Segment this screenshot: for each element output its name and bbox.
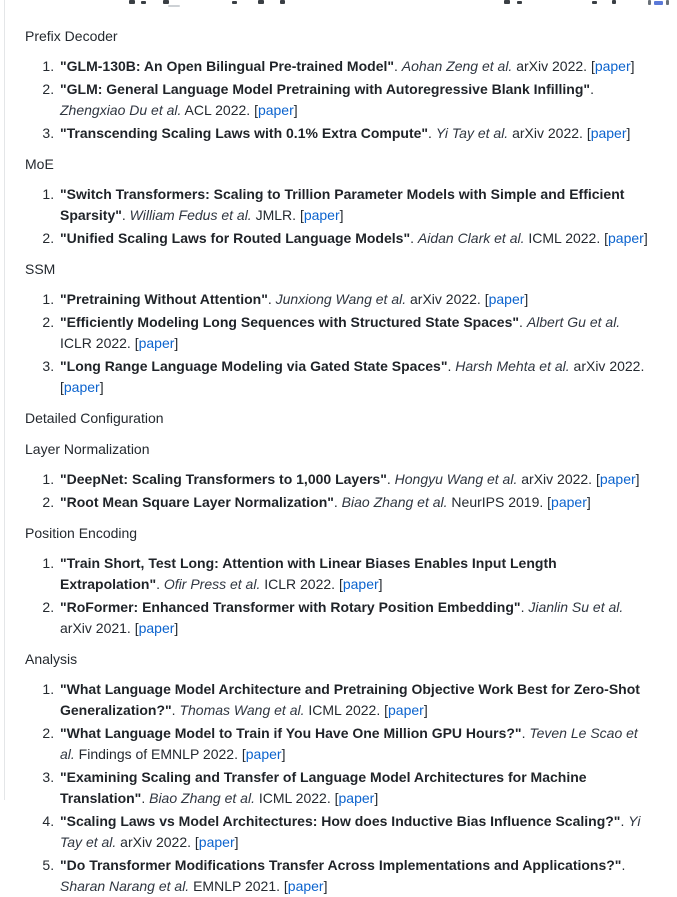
title-separator: . bbox=[394, 58, 402, 74]
paper-title: "Root Mean Square Layer Normalization" bbox=[60, 494, 334, 510]
paper-link[interactable]: paper bbox=[63, 379, 100, 395]
paper-link[interactable]: paper bbox=[551, 494, 587, 510]
paper-venue: arXiv 2022. bbox=[406, 291, 485, 307]
link-bracket-close: ] bbox=[99, 379, 104, 395]
link-bracket-open: [ bbox=[484, 291, 489, 307]
section-heading-position-encoding: Position Encoding bbox=[25, 525, 138, 541]
link-bracket-close: ] bbox=[323, 878, 328, 894]
section-heading-moe: MoE bbox=[25, 156, 54, 172]
paper-link[interactable]: paper bbox=[138, 620, 175, 636]
paper-list bbox=[25, 679, 652, 897]
paper-link[interactable]: paper bbox=[287, 878, 324, 894]
title-separator: . bbox=[428, 125, 436, 141]
paper-list bbox=[25, 469, 652, 513]
paper-title: "GLM-130B: An Open Bilingual Pre-trained Model" bbox=[60, 58, 395, 74]
paper-title: "What Language Model to Train if You Have One Million GPU Hours?" bbox=[60, 725, 522, 741]
paper-venue: EMNLP 2021. bbox=[189, 878, 284, 894]
link-bracket-open: [ bbox=[547, 494, 552, 510]
paper-authors: Sharan Narang et al. bbox=[60, 878, 190, 894]
paper-authors: William Fedus et al. bbox=[129, 207, 252, 223]
paper-list-item bbox=[58, 767, 652, 809]
title-separator: . bbox=[121, 207, 130, 223]
paper-link[interactable]: paper bbox=[594, 58, 631, 74]
title-separator: . bbox=[141, 790, 150, 806]
clipped-text-fragment bbox=[280, 0, 285, 4]
paper-list bbox=[25, 553, 652, 639]
paper-authors: Aohan Zeng et al. bbox=[401, 58, 513, 74]
clipped-text-fragment bbox=[129, 0, 135, 4]
section bbox=[25, 26, 652, 144]
link-bracket-open: [ bbox=[338, 576, 343, 592]
page-left-border bbox=[4, 0, 5, 800]
paper-authors: Albert Gu et al. bbox=[526, 314, 621, 330]
paper-link[interactable]: paper bbox=[138, 335, 175, 351]
paper-venue: JMLR. bbox=[251, 207, 300, 223]
paper-link[interactable]: paper bbox=[245, 746, 282, 762]
paper-authors: Yi Tay et al. bbox=[435, 125, 509, 141]
clipped-text-fragment bbox=[666, 0, 669, 5]
section bbox=[25, 154, 652, 249]
title-separator: . bbox=[620, 813, 629, 829]
paper-authors: Yi Tay et al. bbox=[60, 813, 641, 850]
link-bracket-close: ] bbox=[234, 834, 239, 850]
title-separator: . bbox=[520, 599, 529, 615]
paper-venue: ICLR 2022. bbox=[260, 576, 339, 592]
link-bracket-close: ] bbox=[423, 702, 428, 718]
paper-list bbox=[25, 184, 652, 249]
paper-venue: arXiv 2022. bbox=[569, 358, 645, 374]
paper-list-item bbox=[58, 123, 652, 144]
paper-authors: Hongyu Wang et al. bbox=[394, 471, 518, 487]
paper-title: "Long Range Language Modeling via Gated State Spaces" bbox=[60, 358, 448, 374]
paper-list-item bbox=[58, 679, 652, 721]
paper-authors: Biao Zhang et al. bbox=[341, 494, 448, 510]
paper-title: "Do Transformer Modifications Transfer Across Implementations and Applications?" bbox=[60, 857, 622, 873]
paper-list-item bbox=[58, 312, 652, 354]
paper-list-item bbox=[58, 184, 652, 226]
title-separator: . bbox=[447, 358, 456, 374]
section-heading-detailed-configuration: Detailed Configuration bbox=[25, 410, 164, 426]
clipped-text-fragment bbox=[648, 0, 651, 5]
link-bracket-open: [ bbox=[595, 471, 600, 487]
section-heading-layer-normalization: Layer Normalization bbox=[25, 441, 150, 457]
paper-list-item bbox=[58, 469, 652, 490]
clipped-text-fragment bbox=[654, 1, 663, 5]
paper-venue: arXiv 2022. bbox=[512, 58, 591, 74]
link-bracket-open: [ bbox=[254, 102, 258, 118]
clipped-text-fragment bbox=[141, 1, 146, 4]
link-bracket-open: [ bbox=[134, 620, 139, 636]
link-bracket-open: [ bbox=[586, 125, 591, 141]
paper-list-item bbox=[58, 228, 652, 249]
paper-venue: Findings of EMNLP 2022. bbox=[74, 746, 242, 762]
paper-venue: ICML 2022. bbox=[254, 790, 335, 806]
paper-authors: Harsh Mehta et al. bbox=[455, 358, 570, 374]
paper-list-item bbox=[58, 855, 652, 897]
paper-list-item bbox=[58, 597, 652, 639]
paper-link[interactable]: paper bbox=[257, 102, 294, 118]
link-bracket-close: ] bbox=[339, 207, 344, 223]
paper-title: "Train Short, Test Long: Attention with Linear Biases Enables Input Length Extrapolation" bbox=[60, 555, 557, 592]
title-separator: . bbox=[267, 291, 276, 307]
link-bracket-open: [ bbox=[384, 702, 389, 718]
paper-venue: ICLR 2022. bbox=[60, 335, 135, 351]
title-separator: . bbox=[521, 725, 530, 741]
paper-title: "Unified Scaling Laws for Routed Language Models" bbox=[60, 230, 411, 246]
paper-title: "Pretraining Without Attention" bbox=[60, 291, 268, 307]
paper-list-item bbox=[58, 56, 652, 77]
section bbox=[25, 439, 652, 513]
paper-authors: Jianlin Su et al. bbox=[528, 599, 624, 615]
paper-title: "Efficiently Modeling Long Sequences with Structured State Spaces" bbox=[60, 314, 520, 330]
paper-title: "Examining Scaling and Transfer of Language Model Architectures for Machine Translation" bbox=[60, 769, 587, 806]
link-bracket-open: [ bbox=[194, 834, 199, 850]
paper-link[interactable]: paper bbox=[198, 834, 235, 850]
clipped-text-fragment bbox=[592, 1, 597, 4]
paper-link[interactable]: paper bbox=[342, 576, 379, 592]
paper-venue: ICML 2022. bbox=[524, 230, 605, 246]
paper-list-item bbox=[58, 289, 652, 310]
link-bracket-open: [ bbox=[334, 790, 339, 806]
paper-venue: arXiv 2022. bbox=[508, 125, 587, 141]
link-bracket-close: ] bbox=[626, 125, 631, 141]
title-separator: . bbox=[621, 857, 626, 873]
paper-list-content bbox=[0, 8, 677, 897]
link-bracket-close: ] bbox=[374, 790, 379, 806]
clipped-text-fragment bbox=[504, 0, 510, 4]
link-bracket-close: ] bbox=[586, 494, 591, 510]
paper-venue: ICML 2022. bbox=[304, 702, 385, 718]
paper-link[interactable]: paper bbox=[338, 790, 375, 806]
title-separator: . bbox=[156, 576, 164, 592]
link-bracket-open: [ bbox=[604, 230, 609, 246]
title-separator: . bbox=[333, 494, 342, 510]
title-separator: . bbox=[590, 81, 594, 97]
paper-title: "What Language Model Architecture and Pretraining Objective Work Best for Zero-Shot Generalization?" bbox=[60, 681, 640, 718]
link-bracket-open: [ bbox=[60, 379, 64, 395]
paper-link[interactable]: paper bbox=[608, 230, 644, 246]
paper-venue: arXiv 2022. bbox=[517, 471, 596, 487]
paper-venue: ACL 2022. bbox=[181, 102, 255, 118]
clipped-text-fragment bbox=[258, 0, 264, 4]
paper-list-item bbox=[58, 811, 652, 853]
link-bracket-close: ] bbox=[524, 291, 529, 307]
section bbox=[25, 649, 652, 897]
link-bracket-open: [ bbox=[241, 746, 246, 762]
paper-link[interactable]: paper bbox=[303, 207, 340, 223]
link-bracket-close: ] bbox=[643, 230, 648, 246]
paper-title: "GLM: General Language Model Pretraining with Autoregressive Blank Infilling" bbox=[60, 81, 591, 97]
link-bracket-close: ] bbox=[174, 335, 179, 351]
link-bracket-close: ] bbox=[630, 58, 635, 74]
paper-link[interactable]: paper bbox=[599, 471, 636, 487]
link-bracket-close: ] bbox=[293, 102, 298, 118]
clipped-text-fragment bbox=[163, 0, 169, 4]
paper-authors: Zhengxiao Du et al. bbox=[60, 102, 182, 118]
clipped-text-fragment bbox=[168, 5, 180, 7]
paper-list bbox=[25, 56, 652, 144]
paper-authors: Thomas Wang et al. bbox=[179, 702, 305, 718]
section-heading-ssm: SSM bbox=[25, 261, 56, 277]
section-heading-prefix-decoder: Prefix Decoder bbox=[25, 28, 118, 44]
clipped-top-line bbox=[0, 0, 677, 8]
paper-authors: Junxiong Wang et al. bbox=[275, 291, 407, 307]
clipped-text-fragment bbox=[517, 1, 522, 4]
link-bracket-open: [ bbox=[134, 335, 139, 351]
paper-title: "Scaling Laws vs Model Architectures: How does Inductive Bias Influence Scaling?" bbox=[60, 813, 621, 829]
paper-list-item bbox=[58, 492, 652, 513]
clipped-text-fragment bbox=[232, 1, 237, 4]
paper-link[interactable]: paper bbox=[388, 702, 424, 718]
section bbox=[25, 408, 652, 429]
clipped-text-fragment bbox=[612, 0, 616, 4]
link-bracket-open: [ bbox=[590, 58, 595, 74]
link-bracket-open: [ bbox=[283, 878, 288, 894]
paper-title: "Transcending Scaling Laws with 0.1% Extra Compute" bbox=[60, 125, 429, 141]
paper-authors: Biao Zhang et al. bbox=[149, 790, 255, 806]
paper-title: "RoFormer: Enhanced Transformer with Rotary Position Embedding" bbox=[60, 599, 521, 615]
paper-list bbox=[25, 289, 652, 398]
title-separator: . bbox=[171, 702, 180, 718]
title-separator: . bbox=[410, 230, 418, 246]
link-bracket-close: ] bbox=[378, 576, 383, 592]
paper-venue: NeurIPS 2019. bbox=[447, 494, 548, 510]
link-bracket-close: ] bbox=[174, 620, 179, 636]
title-separator: . bbox=[519, 314, 527, 330]
paper-venue: arXiv 2022. bbox=[116, 834, 195, 850]
paper-title: "Switch Transformers: Scaling to Trillion Parameter Models with Simple and Efficient Sparsity" bbox=[60, 186, 625, 223]
paper-venue: arXiv 2021. bbox=[60, 620, 135, 636]
link-bracket-open: [ bbox=[299, 207, 304, 223]
paper-link[interactable]: paper bbox=[590, 125, 627, 141]
section bbox=[25, 523, 652, 639]
title-separator: . bbox=[386, 471, 395, 487]
section-heading-analysis: Analysis bbox=[25, 651, 78, 667]
paper-link[interactable]: paper bbox=[488, 291, 525, 307]
paper-authors: Aidan Clark et al. bbox=[417, 230, 525, 246]
link-bracket-close: ] bbox=[635, 471, 640, 487]
paper-list-item bbox=[58, 356, 652, 398]
link-bracket-close: ] bbox=[281, 746, 286, 762]
paper-authors: Ofir Press et al. bbox=[163, 576, 261, 592]
paper-authors: Teven Le Scao et al. bbox=[60, 725, 638, 762]
paper-list-item bbox=[58, 79, 652, 121]
paper-list-item bbox=[58, 553, 652, 595]
paper-list-item bbox=[58, 723, 652, 765]
section bbox=[25, 259, 652, 398]
paper-title: "DeepNet: Scaling Transformers to 1,000 Layers" bbox=[60, 471, 387, 487]
